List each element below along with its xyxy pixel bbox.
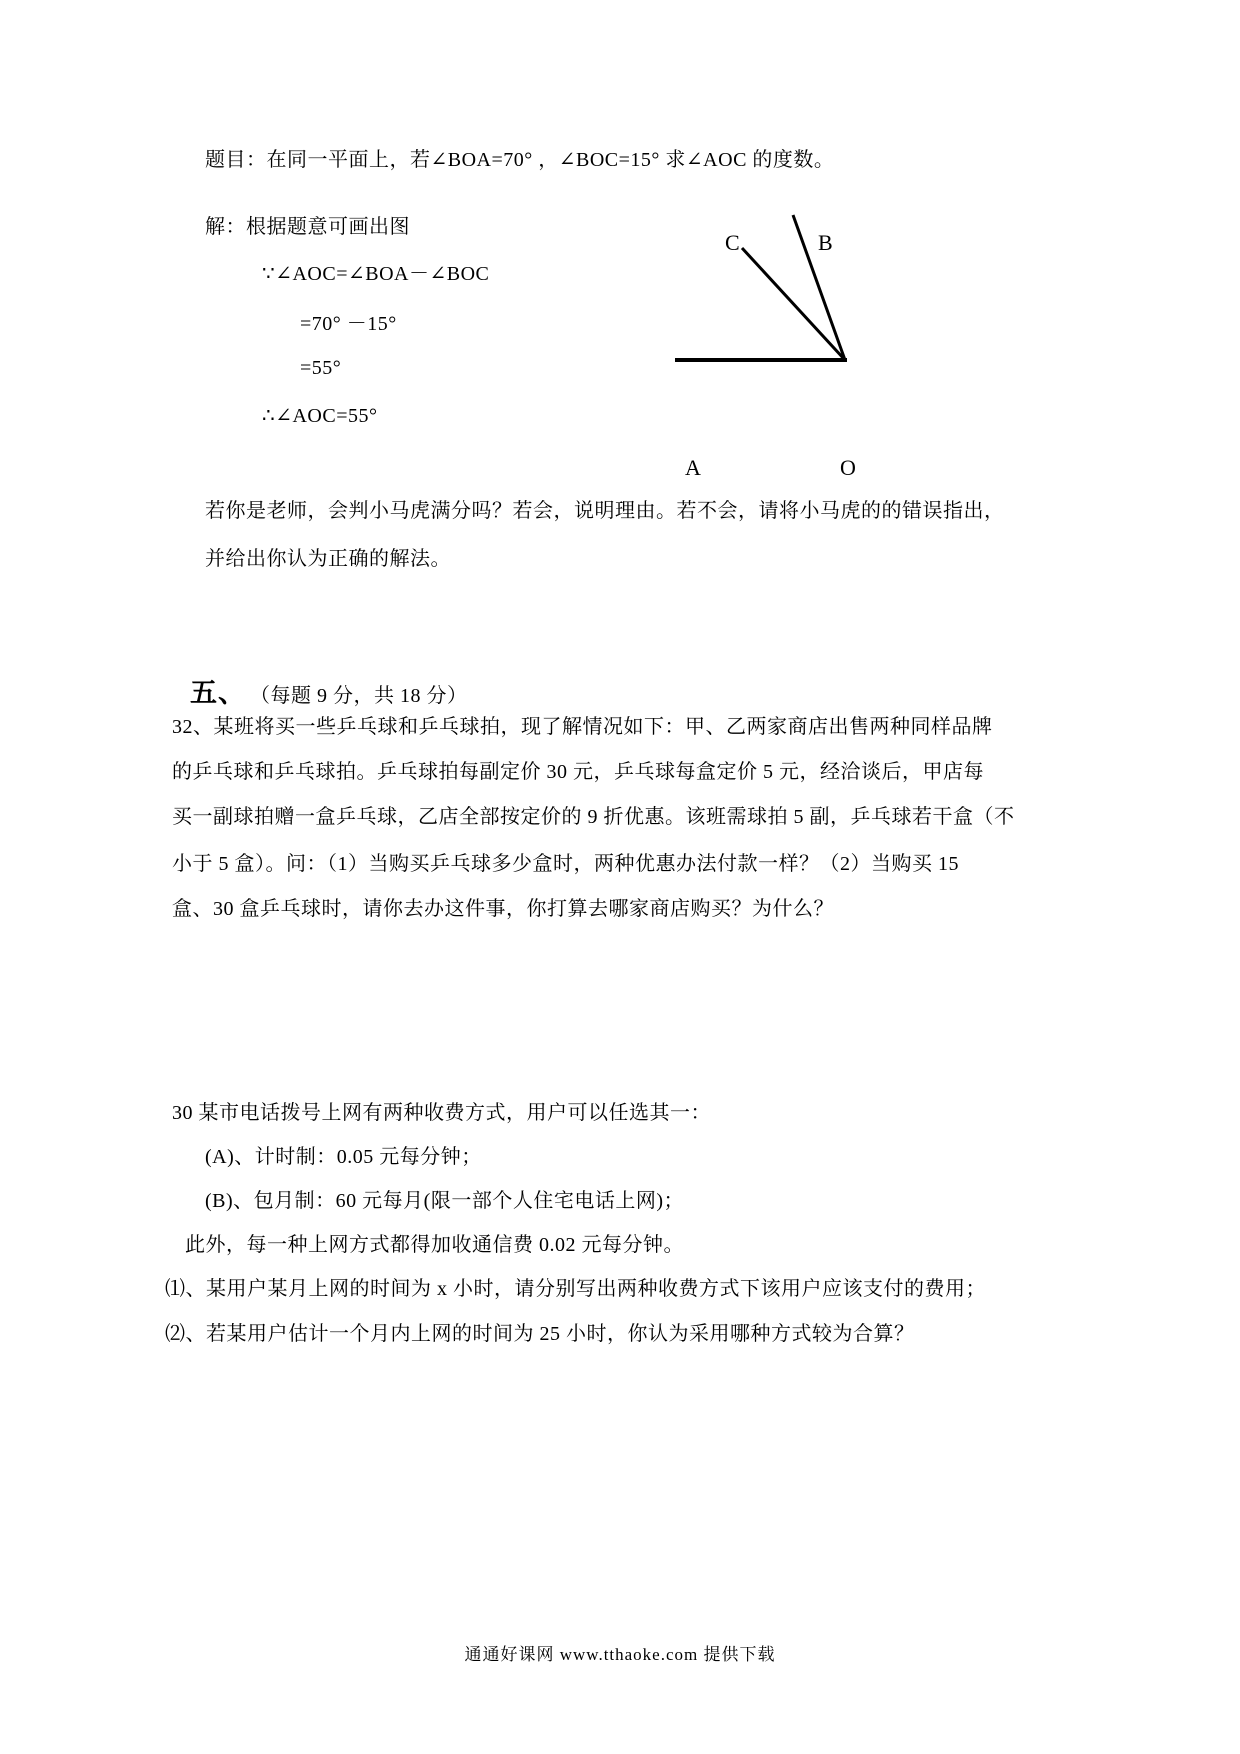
ray-oc-line xyxy=(742,248,845,360)
followup-question-line-2: 并给出你认为正确的解法。 xyxy=(205,548,451,570)
problem32-line-2: 的乒乓球和乒乓球拍。乒乓球拍每副定价 30 元，乒乓球每盒定价 5 元，经洽谈后，甲店每 xyxy=(172,761,984,783)
footer-site-credit: 通通好课网 www.tthaoke.com 提供下载 xyxy=(464,1645,776,1664)
problem32-line-4: 小于 5 盒）。问：（1）当购买乒乓球多少盒时，两种优惠办法付款一样？（2）当购买 15 xyxy=(172,853,959,875)
problem30-intro: 30 某市电话拨号上网有两种收费方式，用户可以任选其一： xyxy=(172,1102,711,1124)
section-number: 五、 xyxy=(190,678,246,708)
problem30-question-1: ⑴、某用户某月上网的时间为 x 小时，请分别写出两种收费方式下该用户应该支付的费用； xyxy=(165,1278,986,1300)
problem30-option-a: (A)、计时制：0.05 元每分钟； xyxy=(205,1146,482,1168)
solution-step-4: ∴∠AOC=55° xyxy=(262,405,378,427)
problem-statement: 题目：在同一平面上，若∠BOA=70° ，∠BOC=15° 求∠AOC 的度数。 xyxy=(205,149,835,171)
problem32-line-1: 32、某班将买一些乒乓球和乒乓球拍，现了解情况如下：甲、乙两家商店出售两种同样品牌 xyxy=(172,716,993,738)
angle-figure xyxy=(600,190,880,490)
problem30-option-b: (B)、包月制：60 元每月(限一部个人住宅电话上网)； xyxy=(205,1190,684,1212)
solution-step-1: ∵∠AOC=∠BOA－∠BOC xyxy=(262,263,490,285)
point-label-c: C xyxy=(725,230,741,255)
solution-step-2: =70° －15° xyxy=(300,313,397,335)
point-label-b: B xyxy=(818,230,834,255)
solution-step-3: =55° xyxy=(300,357,342,379)
followup-question-line-1: 若你是老师，会判小马虎满分吗？若会，说明理由。若不会，请将小马虎的的错误指出， xyxy=(205,500,1005,522)
problem32-line-3: 买一副球拍赠一盒乒乓球，乙店全部按定价的 9 折优惠。该班需球拍 5 副，乒乓球若干盒（不 xyxy=(172,806,1015,828)
problem32-line-5: 盒、30 盒乒乓球时，请你去办这件事，你打算去哪家商店购买？为什么？ xyxy=(172,898,834,920)
point-label-o: O xyxy=(840,455,857,480)
section-note: （每题 9 分，共 18 分） xyxy=(260,685,468,707)
solution-label: 解：根据题意可画出图 xyxy=(205,216,410,238)
problem30-question-2: ⑵、若某用户估计一个月内上网的时间为 25 小时，你认为采用哪种方式较为合算？ xyxy=(165,1323,915,1345)
problem30-note: 此外，每一种上网方式都得加收通信费 0.02 元每分钟。 xyxy=(185,1234,684,1256)
point-label-a: A xyxy=(685,455,702,480)
